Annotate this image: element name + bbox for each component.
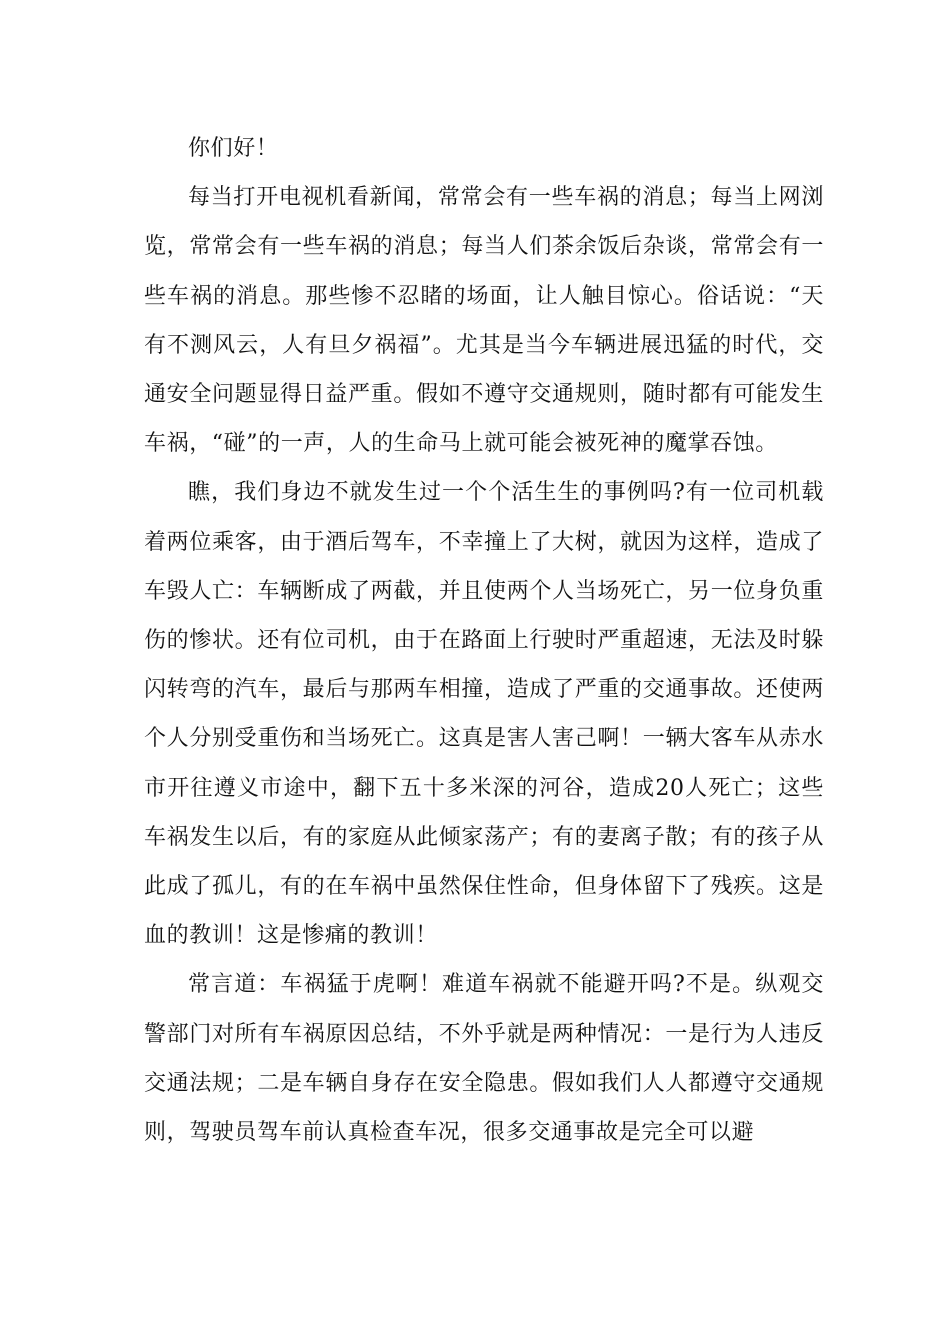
paragraph-greeting: 你们好！ bbox=[188, 136, 279, 161]
document-body bbox=[144, 124, 824, 1157]
paragraph-examples: 瞧，我们身边不就发生过一个个活生生的事例吗?有一位司机载着两位乘客，由于酒后驾车，不幸撞上了大树，就因为这样，造成了车毁人亡：车辆断成了两截，并且使两个人当场死亡，另一位身负重伤的惨状。还有位司机，由于在路面上行驶时严重超速，无法及时躲闪转弯的汽车，最后与那两车相撞，造成了严重的交通事故。还使两个人分别受重伤和当场死亡。这真是害人害己啊！一辆大客车从赤水市开往遵义市途中，翻下五十多米深的河谷，造成20人死亡；这些车祸发生以后，有的家庭从此倾家荡产；有的妻离子散；有的孩子从此成了孤儿，有的在车祸中虽然保住性命，但身体留下了残疾。这是血的教训！这是惨痛的教训！ bbox=[144, 480, 824, 949]
paragraph-causes: 常言道：车祸猛于虎啊！难道车祸就不能避开吗?不是。纵观交警部门对所有车祸原因总结，不外乎就是两种情况：一是行为人违反交通法规；二是车辆自身存在安全隐患。假如我们人人都遵守交通规则，驾驶员驾车前认真检查车况，很多交通事故是完全可以避 bbox=[144, 972, 824, 1146]
paragraph-news: 每当打开电视机看新闻，常常会有一些车祸的消息；每当上网浏览，常常会有一些车祸的消息；每当人们茶余饭后杂谈，常常会有一些车祸的消息。那些惨不忍睹的场面，让人触目惊心。俗话说：“天有不测风云，人有旦夕祸福”。尤其是当今车辆进展迅猛的时代，交通安全问题显得日益严重。假如不遵守交通规则，随时都有可能发生车祸，“碰”的一声，人的生命马上就可能会被死神的魔掌吞蚀。 bbox=[144, 185, 824, 457]
